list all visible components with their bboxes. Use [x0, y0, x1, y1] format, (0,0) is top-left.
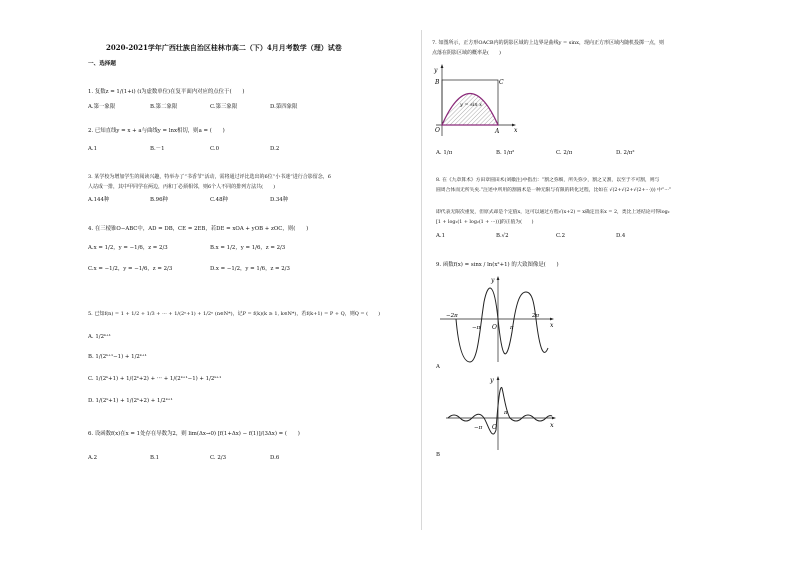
q7-label-y: y [434, 67, 438, 74]
q7-label-o: O [435, 127, 440, 134]
q9a-x-arrow [550, 318, 554, 321]
q9b-y-arrow [497, 376, 500, 380]
section-heading: 一、选择题 [88, 61, 116, 67]
question-5-option-c: C. 1/(2ᵏ+1) + 1/(2ᵏ+2) + ··· + 1/(2ᵏ⁺¹−1) + 1/2ᵏ⁺¹ [88, 376, 222, 382]
question-3-option-c: C.48种 [210, 197, 228, 203]
question-8-line-1: 8. 在《九章算术》方田章圆田术(刘徽注)中指出：“割之弥细，所失弥少，割之又割，以至于不可割，则与 [436, 178, 660, 183]
q7-label-a: A [495, 128, 500, 135]
q9a-y-arrow [497, 276, 500, 280]
question-8-line-3: 即代表无限次重复，但原式却是个定值x，这可以通过方程√(x+2) = x确定出来x = 2，类比上述结论可得log₂ [436, 210, 670, 215]
question-4-option-c: C.x = −1/2，y = −1/6，z = 2/3 [88, 266, 173, 272]
question-8-line-4: [1 + log₂(1 + log₂(1 + ···))]的正值为( ) [436, 220, 534, 225]
question-6-stem: 6. 设函数f(x)在x = 1处存在导数为2，则 lim(Δx→0) [f(1+Δx) − f(1)]/(3Δx) = ( ) [88, 431, 300, 437]
q9a-curve [456, 288, 548, 362]
column-divider [421, 30, 422, 530]
q7-y-arrow [441, 64, 444, 68]
question-7-option-a: A. 1/π [436, 150, 453, 156]
question-1-option-b: B.第二象限 [150, 104, 178, 110]
question-9-figure-b [444, 372, 564, 452]
question-9-figure-a [440, 272, 560, 364]
question-8-option-d: D.4 [616, 233, 626, 239]
q7-shaded-region [442, 94, 498, 126]
q9b-label-o: O [492, 424, 497, 431]
question-6-option-d: D.6 [270, 455, 280, 461]
q9b-label-neg-pi: −π [474, 425, 483, 431]
q9b-label-y: y [490, 376, 494, 384]
question-1-option-d: D.第四象限 [270, 104, 298, 110]
question-3-line-2: 人站成一排，其中甲同学在两边，丙和丁必须相邻，则6个人不同的排列方法共( ) [88, 184, 276, 190]
question-1-option-c: C.第三象限 [210, 104, 238, 110]
q9a-label-y: y [491, 277, 495, 284]
q7-label-c: C [499, 79, 504, 86]
question-9-option-b-label: B [436, 452, 440, 458]
q9b-label-x: x [550, 421, 554, 429]
question-4-option-d: D.x = −1/2，y = 1/6，z = 2/3 [210, 266, 290, 272]
question-7-line-1: 7. 如图所示，正方形OACB内的阴影区域的上边界是曲线y = sinx，现向正方形区域内随机投掷一点，则 [432, 40, 664, 46]
question-3-line-1: 3. 某学校为增加学生的阅读兴趣，特举办了“书香节”活动，需将通过评比选出的6位“小书迷”进行合影留念，6 [88, 174, 331, 180]
question-4-stem: 4. 在三棱锥O−ABC中，AD = DB，CE = 2EB，若DE = xOA + yOB + zOC，则( ) [88, 226, 309, 232]
question-7-line-2: 点落在阴影区域的概率是( ) [432, 50, 501, 56]
exam-title: 2020-2021学年广西壮族自治区桂林市高二（下）4月月考数学（理）试卷 [106, 43, 342, 52]
question-1-stem: 1. 复数z = 1/(1+i) (i为虚数单位)在复平面内对应的点位于( ) [88, 89, 245, 95]
question-9-option-a-label: A [436, 364, 440, 370]
question-8-option-b: B.√2 [496, 233, 509, 239]
question-2-option-a: A.1 [88, 146, 98, 152]
q9b-x-arrow [552, 417, 556, 420]
question-5-stem: 5. 已知f(n) = 1 + 1/2 + 1/3 + ··· + 1/(2ⁿ+1) + 1/2ⁿ (n∈N*)，记P = f(k)(k ≥ 1, k∈N*)，若f(k+1) = P + Q，则Q = ( ) [88, 311, 381, 317]
question-8-line-2: 圆周合体而无所失矣.”注述中所用的割圆术是一种无限与有限的转化过程，比如在 √(2+√(2+√(2+···))) 中“···” [436, 188, 672, 193]
q7-label-b: B [435, 79, 440, 86]
q9a-label-o: O [492, 324, 497, 331]
q9a-label-neg-2pi: −2π [446, 313, 458, 319]
question-7-option-d: D. 2/π² [616, 150, 635, 156]
question-5-option-b: B. 1/(2ᵏ⁺¹−1) + 1/2ᵏ⁺¹ [88, 354, 147, 360]
question-9-stem: 9. 函数f(x) = sinx / ln(x²+1) 的大致图像是( ) [436, 262, 559, 268]
question-3-option-b: B.96种 [150, 197, 168, 203]
question-6-option-a: A.2 [88, 455, 98, 461]
q7-x-arrow [512, 124, 516, 127]
question-5-option-d: D. 1/(2ᵏ+1) + 1/(2ᵏ+2) + 1/2ᵏ⁺¹ [88, 398, 173, 404]
question-2-stem: 2. 已知直线y = x + a与曲线y = lnx相切，则a = ( ) [88, 128, 225, 134]
question-2-option-c: C.0 [210, 146, 220, 152]
question-6-option-c: C. 2/3 [210, 455, 227, 461]
q7-label-x: x [514, 127, 518, 134]
q9a-label-neg-pi: −π [472, 325, 481, 331]
q9a-label-2pi: 2π [532, 313, 540, 319]
q7-label-curve: y = sin x [460, 102, 482, 108]
question-8-option-a: A.1 [436, 233, 446, 239]
q9b-curve [448, 387, 552, 434]
question-4-option-b: B.x = 1/2，y = 1/6，z = 2/3 [210, 245, 286, 251]
question-5-option-a: A. 1/2ᵏ⁺¹ [88, 334, 111, 340]
q9a-label-x: x [550, 322, 554, 329]
question-8-option-c: C.2 [556, 233, 566, 239]
question-7-option-b: B. 1/π² [496, 150, 515, 156]
question-4-option-a: A.x = 1/2，y = −1/6，z = 2/3 [88, 245, 168, 251]
question-2-option-d: D.2 [270, 146, 280, 152]
question-3-option-a: A.144种 [88, 197, 110, 203]
question-2-option-b: B.－1 [150, 146, 165, 152]
q9a-label-pi: π [510, 325, 514, 331]
question-6-option-b: B.1 [150, 455, 160, 461]
question-7-option-c: C. 2/π [556, 150, 573, 156]
question-3-option-d: D.34种 [270, 197, 289, 203]
q9b-label-pi: π [504, 410, 508, 416]
question-7-figure [432, 62, 522, 140]
question-1-option-a: A.第一象限 [88, 104, 116, 110]
